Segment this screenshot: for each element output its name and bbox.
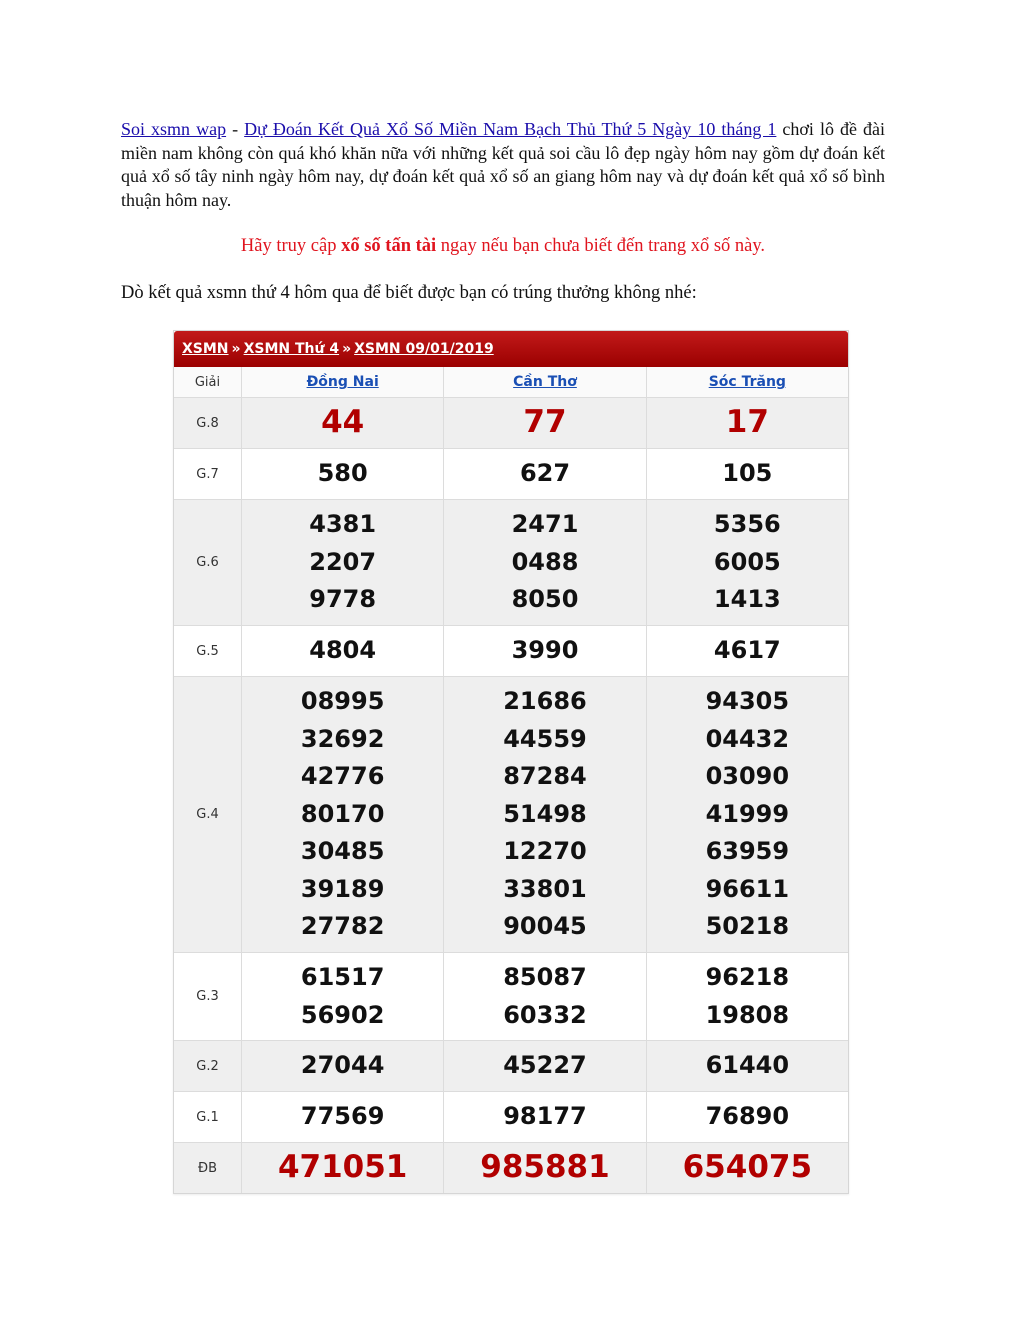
result-number: 50218 bbox=[705, 912, 790, 941]
result-number: 77569 bbox=[300, 1102, 385, 1131]
result-number: 2471 bbox=[511, 510, 579, 539]
breadcrumb-xsmn[interactable]: XSMN bbox=[182, 341, 229, 357]
prize-row bbox=[174, 499, 848, 625]
result-cell bbox=[647, 449, 848, 499]
result-cell bbox=[242, 1143, 444, 1193]
result-number: 19808 bbox=[705, 1000, 790, 1029]
result-cell bbox=[444, 1041, 646, 1091]
result-number: 61440 bbox=[705, 1051, 790, 1080]
result-number: 471051 bbox=[277, 1149, 408, 1186]
result-number: 96218 bbox=[705, 963, 790, 991]
result-cell bbox=[242, 626, 444, 676]
promo-after: ngay nếu bạn chưa biết đến trang xổ số này. bbox=[436, 236, 766, 256]
result-cell bbox=[647, 1143, 848, 1193]
result-cell bbox=[647, 1041, 848, 1091]
header-row bbox=[174, 367, 848, 397]
link-du-doan[interactable]: Dự Đoán Kết Quả Xổ Số Miền Nam Bạch Thủ Thứ 5 Ngày 10 tháng 1 bbox=[244, 119, 777, 139]
result-cell bbox=[444, 500, 646, 625]
results-body bbox=[174, 367, 848, 1193]
result-number: 94305 bbox=[705, 687, 790, 716]
result-cell bbox=[647, 1092, 848, 1142]
result-number: 0488 bbox=[511, 547, 579, 576]
result-number: 80170 bbox=[300, 799, 385, 828]
result-number: 04432 bbox=[705, 724, 790, 753]
result-number: 77 bbox=[523, 404, 567, 441]
result-number: 60332 bbox=[503, 1000, 587, 1029]
result-cell bbox=[242, 953, 444, 1040]
result-cell bbox=[242, 1092, 444, 1142]
breadcrumb bbox=[174, 331, 848, 367]
prize-row bbox=[174, 952, 848, 1040]
result-number: 03090 bbox=[705, 762, 790, 791]
result-number: 51498 bbox=[503, 799, 587, 828]
result-cell bbox=[444, 398, 646, 448]
result-cell bbox=[647, 398, 848, 448]
prize-row bbox=[174, 625, 848, 676]
result-cell bbox=[444, 1092, 646, 1142]
lead-text: Dò kết quả xsmn thứ 4 hôm qua để biết được bạn có trúng thưởng không nhé: bbox=[121, 283, 697, 303]
result-number: 27782 bbox=[300, 912, 385, 941]
prize-row bbox=[174, 1040, 848, 1091]
result-number: 42776 bbox=[300, 762, 385, 791]
result-number: 63959 bbox=[705, 837, 790, 866]
prize-row bbox=[174, 448, 848, 499]
result-cell bbox=[242, 1041, 444, 1091]
breadcrumb-date[interactable]: XSMN 09/01/2019 bbox=[354, 341, 494, 357]
result-number: 90045 bbox=[503, 912, 587, 941]
result-number: 4381 bbox=[309, 510, 377, 539]
result-cell bbox=[647, 677, 848, 952]
result-number: 44559 bbox=[503, 724, 587, 753]
result-number: 580 bbox=[317, 459, 368, 488]
prize-label: G.5 bbox=[174, 626, 242, 676]
result-number: 4617 bbox=[713, 636, 781, 665]
prize-row bbox=[174, 1091, 848, 1142]
result-number: 08995 bbox=[300, 687, 385, 716]
result-number: 41999 bbox=[705, 799, 790, 828]
province-link[interactable]: Sóc Trăng bbox=[708, 374, 786, 390]
prize-row bbox=[174, 397, 848, 448]
results-table bbox=[173, 330, 849, 1194]
intro-dash: - bbox=[226, 119, 245, 139]
result-number: 5356 bbox=[713, 510, 781, 539]
promo-bold: xổ số tấn tài bbox=[341, 236, 437, 256]
result-cell bbox=[242, 677, 444, 952]
promo-before: Hãy truy cập bbox=[240, 236, 342, 256]
result-number: 985881 bbox=[480, 1149, 610, 1186]
result-cell bbox=[444, 953, 646, 1040]
result-number: 654075 bbox=[682, 1149, 813, 1186]
province-link[interactable]: Cần Thơ bbox=[513, 374, 577, 390]
prize-label: G.1 bbox=[174, 1092, 242, 1142]
result-number: 21686 bbox=[503, 687, 587, 716]
province-link[interactable]: Đồng Nai bbox=[306, 374, 379, 390]
result-number: 627 bbox=[519, 459, 571, 488]
result-number: 44 bbox=[321, 404, 365, 441]
result-cell bbox=[242, 449, 444, 499]
result-cell bbox=[444, 677, 646, 952]
header-label: Giải bbox=[174, 367, 242, 397]
link-soi-xsmn-wap[interactable]: Soi xsmn wap bbox=[121, 119, 227, 139]
prize-label: G.4 bbox=[174, 677, 242, 952]
result-number: 96611 bbox=[705, 874, 790, 903]
result-number: 33801 bbox=[503, 874, 587, 903]
result-number: 30485 bbox=[300, 837, 385, 866]
result-number: 6005 bbox=[713, 547, 781, 576]
breadcrumb-sep: » bbox=[231, 341, 241, 357]
result-number: 105 bbox=[722, 459, 773, 488]
prize-label: G.8 bbox=[174, 398, 242, 448]
result-number: 32692 bbox=[300, 724, 385, 753]
result-number: 39189 bbox=[300, 874, 385, 903]
result-number: 3990 bbox=[511, 636, 579, 665]
result-number: 2207 bbox=[309, 547, 377, 576]
result-number: 56902 bbox=[300, 1000, 385, 1029]
result-number: 12270 bbox=[503, 837, 587, 866]
result-number: 98177 bbox=[503, 1102, 587, 1131]
promo-line bbox=[121, 236, 885, 257]
province-header-cell bbox=[647, 367, 848, 397]
result-number: 85087 bbox=[503, 963, 587, 991]
result-cell bbox=[444, 1143, 646, 1193]
prize-label: ĐB bbox=[174, 1143, 242, 1193]
result-number: 27044 bbox=[300, 1051, 385, 1080]
result-cell bbox=[444, 626, 646, 676]
result-number: 8050 bbox=[511, 585, 579, 614]
prize-label: G.2 bbox=[174, 1041, 242, 1091]
result-cell bbox=[242, 398, 444, 448]
result-number: 9778 bbox=[309, 585, 377, 614]
result-number: 87284 bbox=[503, 762, 587, 791]
result-number: 1413 bbox=[713, 585, 781, 614]
intro-paragraph bbox=[121, 118, 885, 212]
province-header-cell bbox=[242, 367, 444, 397]
prize-label: G.3 bbox=[174, 953, 242, 1040]
prize-label: G.6 bbox=[174, 500, 242, 625]
result-cell bbox=[647, 626, 848, 676]
breadcrumb-sep: » bbox=[342, 341, 352, 357]
result-number: 4804 bbox=[309, 636, 377, 665]
result-number: 17 bbox=[725, 404, 769, 441]
province-header-cell bbox=[444, 367, 646, 397]
prize-row bbox=[174, 676, 848, 952]
result-cell bbox=[647, 953, 848, 1040]
result-number: 45227 bbox=[503, 1051, 587, 1080]
prize-row bbox=[174, 1142, 848, 1193]
result-cell bbox=[444, 449, 646, 499]
intro-body: chơi lô đề đài miền nam không còn quá khó khăn nữa với những kết quả soi cầu lô đẹp ngày hôm nay gồm dự đoán kết quả xổ số tây ninh ngày hôm nay, dự đoán kết quả xổ số an giang hôm nay và dự đoán kết quả xổ số bình thuận hôm nay. bbox=[121, 119, 885, 210]
result-number: 76890 bbox=[705, 1102, 790, 1131]
breadcrumb-xsmn-thu4[interactable]: XSMN Thứ 4 bbox=[243, 341, 340, 357]
result-number: 61517 bbox=[300, 963, 385, 991]
prize-label: G.7 bbox=[174, 449, 242, 499]
result-cell bbox=[647, 500, 848, 625]
result-cell bbox=[242, 500, 444, 625]
